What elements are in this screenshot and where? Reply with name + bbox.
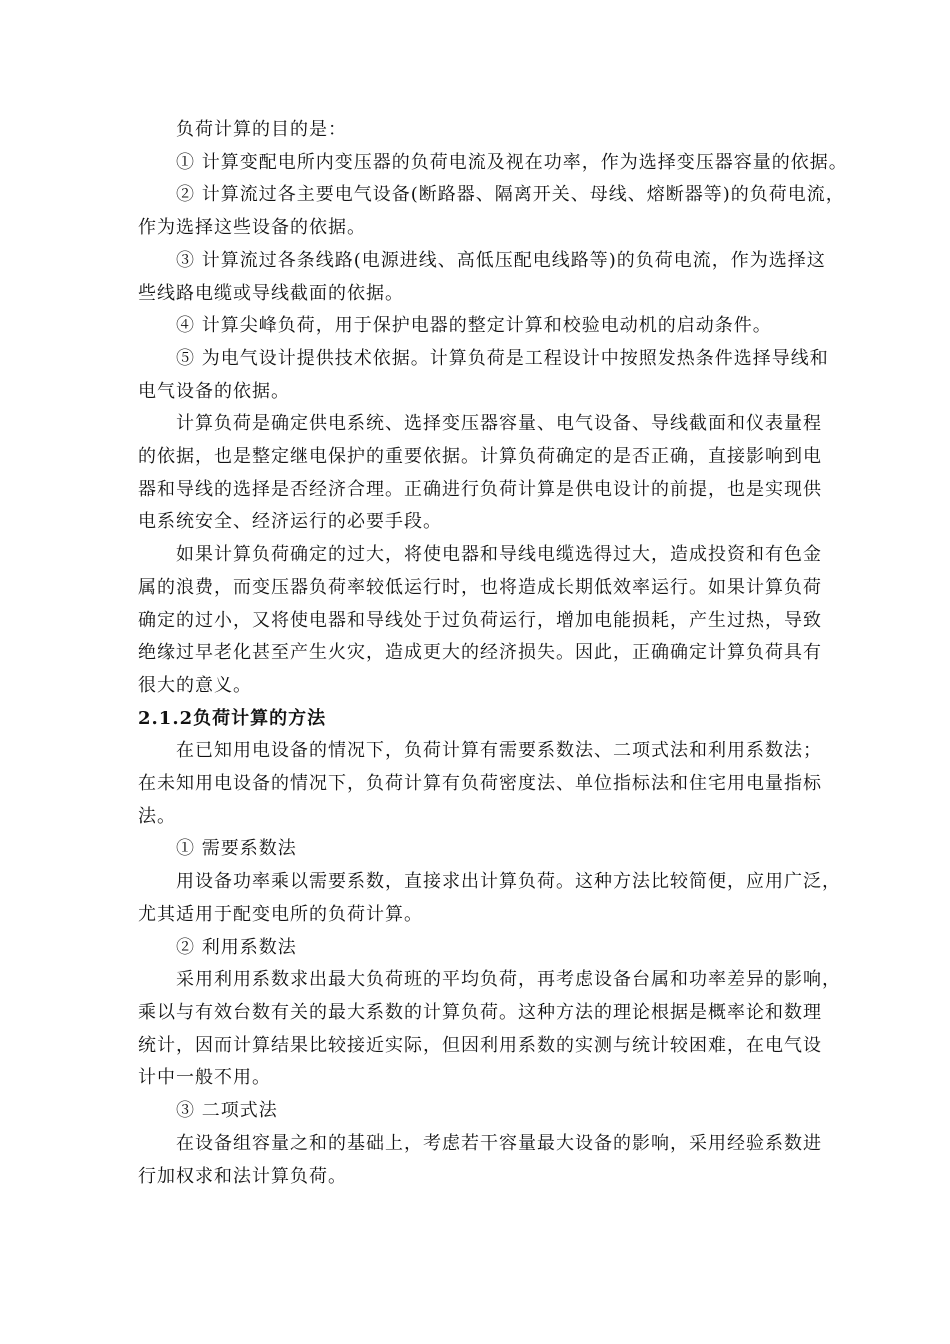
text-line: ① 计算变配电所内变压器的负荷电流及视在功率，作为选择变压器容量的依据。 xyxy=(176,151,848,173)
purpose-item-5 xyxy=(138,343,850,408)
method-1-title: ① 需要系数法 xyxy=(176,838,297,860)
section-heading: 2.1.2负荷计算的方法 xyxy=(138,707,327,729)
text-line: 属的浪费，而变压器负荷率较低运行时，也将造成长期低效率运行。如果计算负荷 xyxy=(138,576,822,598)
text-line: 电气设备的依据。 xyxy=(138,380,290,402)
text-line: 统计，因而计算结果比较接近实际，但因利用系数的实测与统计较困难，在电气设 xyxy=(138,1034,822,1056)
text-line: 法。 xyxy=(138,805,176,827)
intro-label: 负荷计算的目的是： xyxy=(176,119,347,140)
text-line: 电系统安全、经济运行的必要手段。 xyxy=(138,511,442,533)
text-line: 些线路电缆或导线截面的依据。 xyxy=(138,282,404,304)
text-line: 作为选择这些设备的依据。 xyxy=(138,217,366,239)
text-line: 在已知用电设备的情况下，负荷计算有需要系数法、二项式法和利用系数法； xyxy=(176,740,822,762)
purpose-item-2 xyxy=(138,179,850,244)
text-line: 的依据，也是整定继电保护的重要依据。计算负荷确定的是否正确，直接影响到电 xyxy=(138,446,822,468)
text-line: 确定的过小，又将使电器和导线处于过负荷运行，增加电能损耗，产生过热，导致 xyxy=(138,609,822,631)
text-line: ④ 计算尖峰负荷，用于保护电器的整定计算和校验电动机的启动条件。 xyxy=(176,315,772,337)
text-line: 尤其适用于配变电所的负荷计算。 xyxy=(138,903,423,925)
purpose-item-3 xyxy=(138,245,850,310)
text-line: 乘以与有效台数有关的最大系数的计算负荷。这种方法的理论根据是概率论和数理 xyxy=(138,1001,822,1023)
text-line: ② 计算流过各主要电气设备(断路器、隔离开关、母线、熔断器等)的负荷电流， xyxy=(176,184,845,206)
method-3-title: ③ 二项式法 xyxy=(176,1100,278,1122)
text-line: 计算负荷是确定供电系统、选择变压器容量、电气设备、导线截面和仪表量程 xyxy=(176,413,822,435)
text-line: 用设备功率乘以需要系数，直接求出计算负荷。这种方法比较简便，应用广泛， xyxy=(176,871,841,893)
method-2-title: ② 利用系数法 xyxy=(176,936,297,958)
text-line: 采用利用系数求出最大负荷班的平均负荷，再考虑设备台属和功率差异的影响， xyxy=(176,969,841,991)
methods-paragraph xyxy=(138,735,850,833)
method-3-body xyxy=(138,1128,850,1193)
text-line: 绝缘过早老化甚至产生火灾，造成更大的经济损失。因此，正确确定计算负荷具有 xyxy=(138,642,822,664)
text-line: ⑤ 为电气设计提供技术依据。计算负荷是工程设计中按照发热条件选择导线和 xyxy=(176,347,829,369)
text-line: 很大的意义。 xyxy=(138,674,252,696)
text-line: 在未知用电设备的情况下，负荷计算有负荷密度法、单位指标法和住宅用电量指标 xyxy=(138,773,822,795)
consequence-paragraph xyxy=(138,539,850,703)
text-line: 器和导线的选择是否经济合理。正确进行负荷计算是供电设计的前提，也是实现供 xyxy=(138,478,822,500)
text-line: ③ 计算流过各条线路(电源进线、高低压配电线路等)的负荷电流，作为选择这 xyxy=(176,249,826,271)
text-line: 如果计算负荷确定的过大，将使电器和导线电缆选得过大，造成投资和有色金 xyxy=(176,544,822,566)
text-line: 在设备组容量之和的基础上，考虑若干容量最大设备的影响，采用经验系数进 xyxy=(176,1132,822,1154)
method-2-body xyxy=(138,964,850,1095)
purpose-item-4 xyxy=(138,310,850,343)
text-line: 计中一般不用。 xyxy=(138,1067,271,1089)
text-line: 行加权求和法计算负荷。 xyxy=(138,1165,347,1187)
purpose-item-1 xyxy=(138,147,850,180)
method-1-body xyxy=(138,866,850,931)
importance-paragraph xyxy=(138,408,850,539)
document-body xyxy=(138,114,850,1193)
